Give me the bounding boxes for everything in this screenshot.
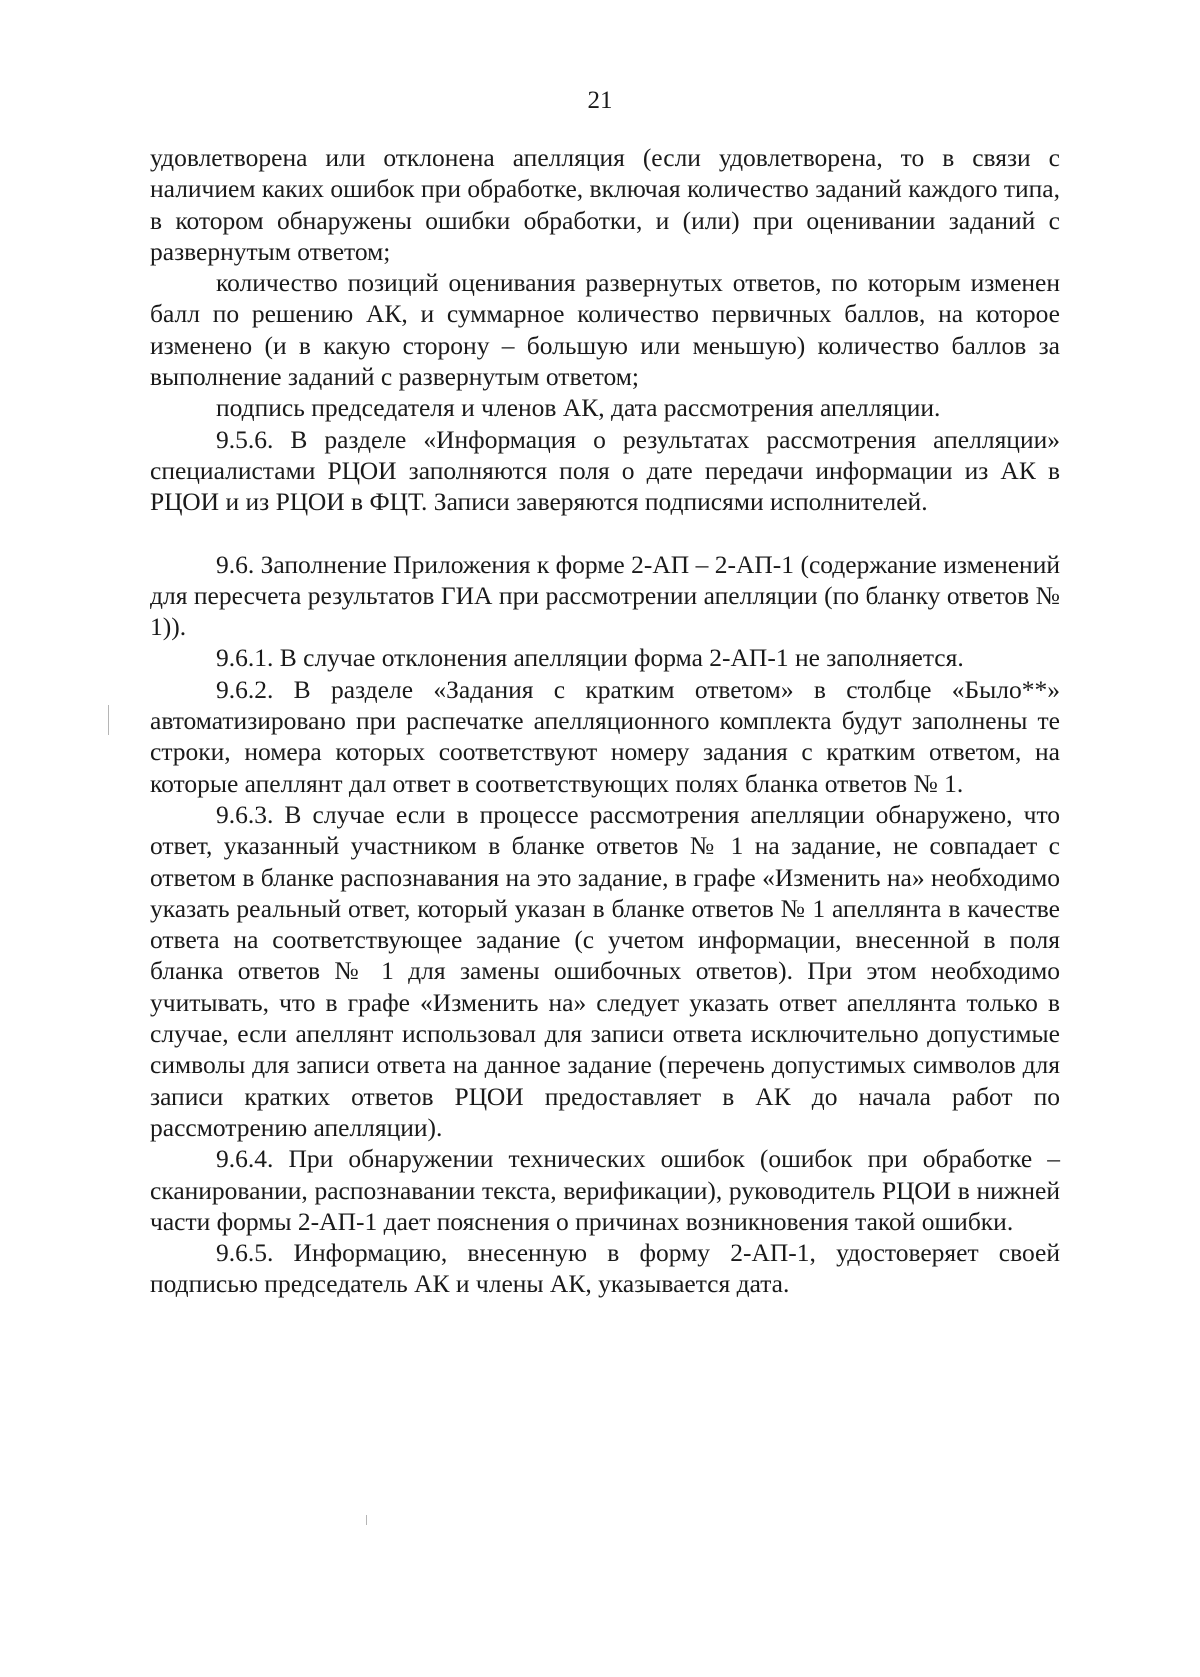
paragraph-9-6-4: 9.6.4. При обнаружении технических ошибок (ошибок при обработке – сканировании, распознавании текста, верификации), руководитель РЦОИ в нижней части формы 2-АП-1 дает пояснения о причинах возникновения такой ошибки. [150,1144,1060,1236]
paragraph-9-6-3: 9.6.3. В случае если в процессе рассмотрения апелляции обнаружено, что ответ, указанный участником в бланке ответов № 1 на задание, не совпадает с ответом в бланке распознавания на это задание, в графе «Изменить на» необходимо указать реальный ответ, который указан в бланке ответов № 1 апеллянта в качестве ответа на соответствующее задание (с учетом информации, внесенной в поля бланка ответов № 1 для замены ошибочных ответов). При этом необходимо учитывать, что в графе «Изменить на» следует указать ответ апеллянта только в случае, если апеллянт использовал для записи ответа исключительно допустимые символы для записи ответа на данное задание (перечень допустимых символов для записи кратких ответов РЦОИ предоставляет в АК до начала работ по рассмотрению апелляции). [150,799,1060,1142]
scan-artifact-left [108,705,109,735]
paragraph-appeal-result: удовлетворена или отклонена апелляция (если удовлетворена, то в связи с наличием каких ошибок при обработке, включая количество заданий каждого типа, в котором обнаружены ошибки обработки, и (или) при оценивании заданий с развернутым ответом; [150,143,1060,266]
document-body [150,142,1060,1300]
paragraph-score-changes: количество позиций оценивания развернутых ответов, по которым изменен балл по решению АК, и суммарное количество первичных баллов, на которое изменено (и в какую сторону – большую или меньшую) количество баллов за выполнение заданий с развернутым ответом; [150,268,1060,392]
paragraph-9-6: 9.6. Заполнение Приложения к форме 2-АП – 2-АП-1 (содержание изменений для пересчета результатов ГИА при рассмотрении апелляции (по бланку ответов № 1)). [150,549,1060,642]
paragraph-signatures: подпись председателя и членов АК, дата рассмотрения апелляции. [216,393,941,423]
paragraph-9-5-6: 9.5.6. В разделе «Информация о результатах рассмотрения апелляции» специалистами РЦОИ заполняются поля о дате передачи информации из АК в РЦОИ и из РЦОИ в ФЦТ. Записи заверяются подписями исполнителей. [150,424,1060,517]
page-number: 21 [587,87,613,114]
paragraph-9-6-5: 9.6.5. Информацию, внесенную в форму 2-АП-1, удостоверяет своей подписью председатель АК и члены АК, указывается дата. [150,1238,1060,1299]
scan-artifact-bottom [366,1515,367,1525]
paragraph-9-6-2: 9.6.2. В разделе «Задания с кратким ответом» в столбце «Было**» автоматизировано при распечатке апелляционного комплекта будут заполнены те строки, номера которых соответствуют номеру задания с кратким ответом, на которые апеллянт дал ответ в соответствующих полях бланка ответов № 1. [150,674,1060,798]
paragraph-9-6-1: 9.6.1. В случае отклонения апелляции форма 2-АП-1 не заполняется. [216,643,964,673]
